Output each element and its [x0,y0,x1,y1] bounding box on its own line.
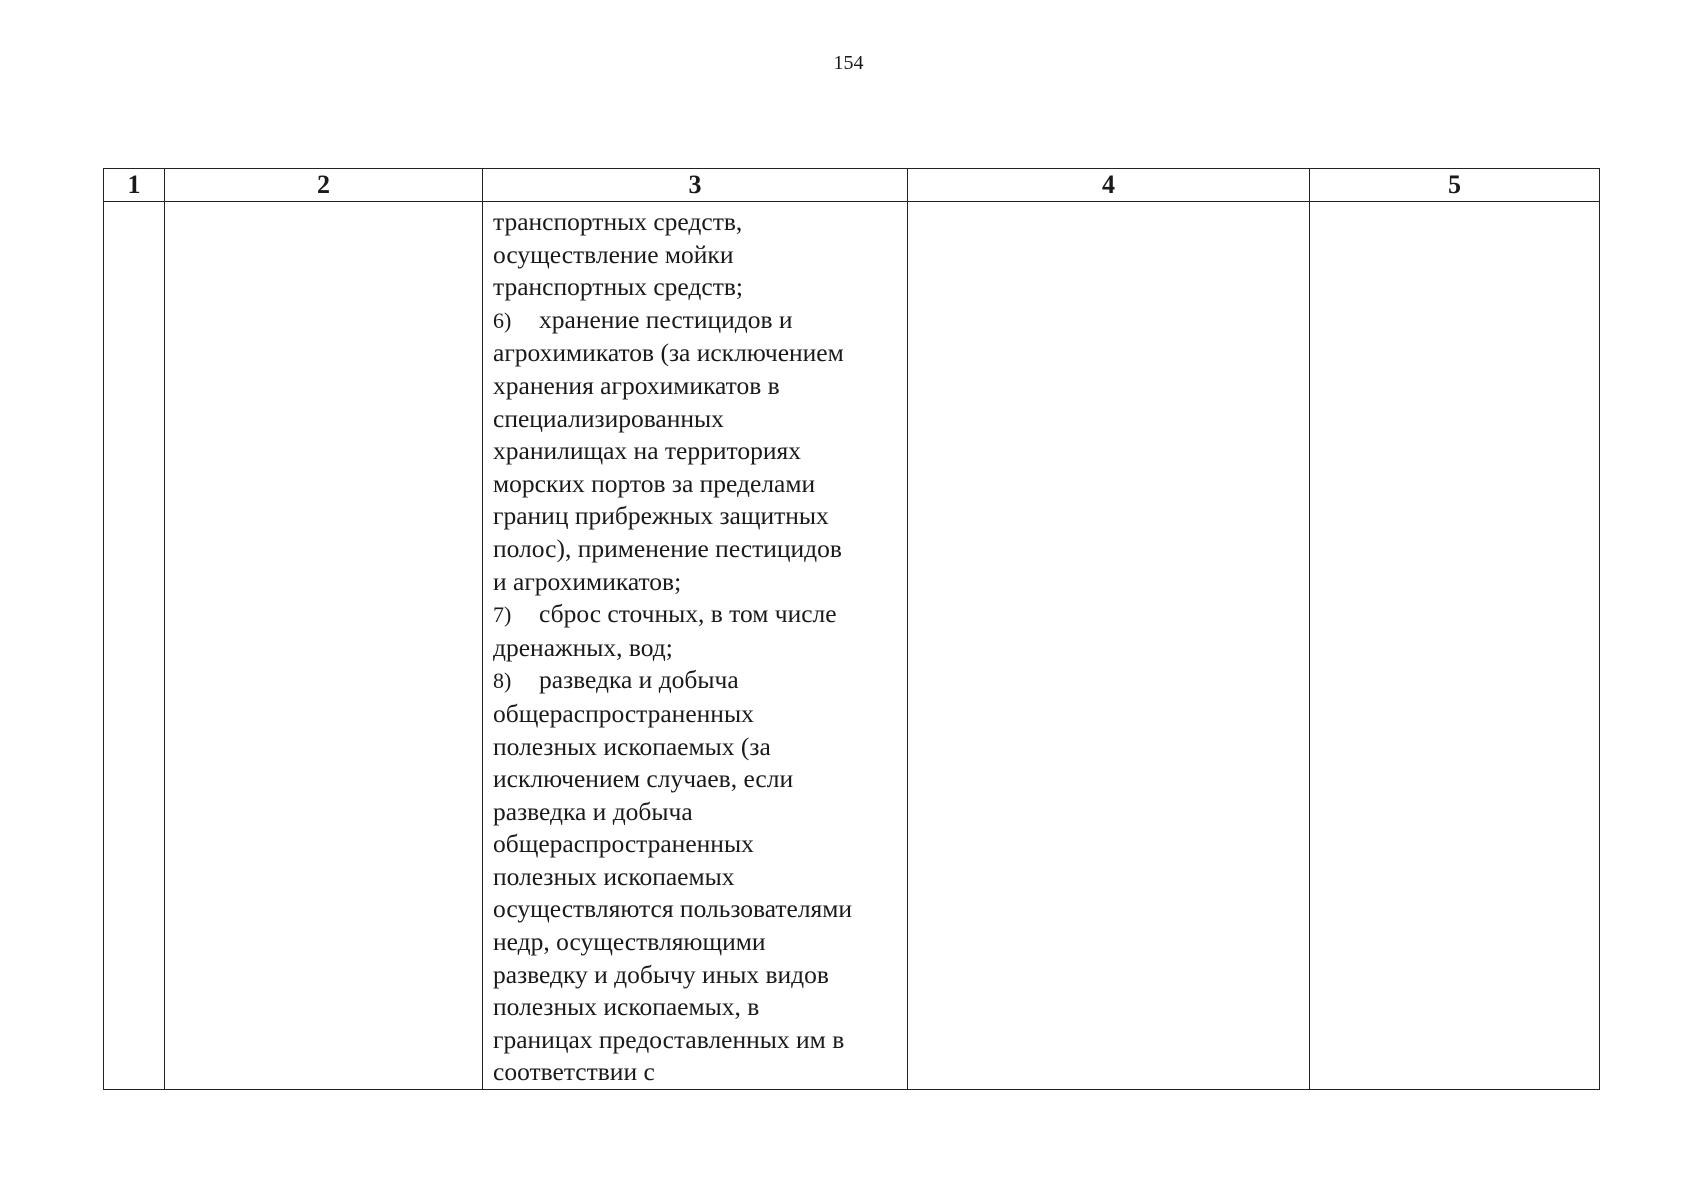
column-header-1: 1 [104,169,165,202]
text-line [493,991,899,1024]
line-text: морских портов за пределами [493,468,816,498]
line-text: соответствии с [493,1057,655,1087]
text-line [493,533,899,566]
list-item-number: 7) [493,602,512,628]
text-line [493,435,899,468]
line-text: полезных ископаемых (за [493,731,771,761]
line-text: недр, осуществляющими [493,927,766,957]
text-line [493,861,899,894]
text-line [493,206,899,239]
line-text: осуществление мойки [493,239,734,269]
text-line [493,598,899,632]
text-line [493,1024,899,1057]
line-text: дренажных, вод; [493,632,673,662]
text-line [493,403,899,436]
text-line [493,271,899,304]
text-line [493,959,899,992]
text-line [493,500,899,533]
line-text: сброс сточных, в том числе [539,599,837,629]
line-text: полос), применение пестицидов [493,533,842,563]
text-line [493,304,899,338]
cell-col-4 [908,202,1310,1090]
list-item-number: 8) [493,668,512,694]
line-text: разведка и добыча [493,796,693,826]
line-text: осуществляются пользователями [493,894,853,924]
text-line [493,468,899,501]
line-text: общераспространенных [493,698,754,728]
text-line [493,698,899,731]
line-text: общераспространенных [493,829,754,859]
line-text: хранения агрохимикатов в [493,370,780,400]
text-line [493,763,899,796]
line-text: транспортных средств; [493,272,743,302]
line-text: разведка и добыча [539,665,739,695]
line-text: полезных ископаемых [493,861,735,891]
column-header-2: 2 [165,169,483,202]
line-text: хранение пестицидов и [539,304,793,334]
cell-col-1 [104,202,165,1090]
column-header-5: 5 [1310,169,1600,202]
text-line [493,731,899,764]
cell-col-2 [165,202,483,1090]
line-text: полезных ископаемых, в [493,992,760,1022]
text-line [493,566,899,599]
line-text: агрохимикатов (за исключением [493,338,844,368]
restriction-text [493,206,899,1089]
cell-col-5 [1310,202,1600,1090]
line-text: границах предоставленных им в [493,1024,845,1054]
text-line [493,664,899,698]
text-line [493,337,899,370]
table-header-row [104,169,1600,202]
text-line [493,796,899,829]
text-line [493,370,899,403]
text-line [493,893,899,926]
line-text: транспортных средств, [493,207,743,236]
text-line [493,239,899,272]
line-text: исключением случаев, если [493,764,794,794]
column-header-3: 3 [483,169,908,202]
regulation-table [103,168,1600,1090]
line-text: хранилищах на территориях [493,436,801,466]
line-text: разведку и добычу иных видов [493,959,829,989]
line-text: границ прибрежных защитных [493,501,829,531]
column-header-4: 4 [908,169,1310,202]
table-row [104,202,1600,1090]
list-item-number: 6) [493,307,512,333]
cell-col-3 [483,202,908,1090]
text-line [493,1056,899,1089]
page-number: 154 [833,52,864,74]
text-line [493,828,899,861]
line-text: специализированных [493,403,724,433]
text-line [493,926,899,959]
text-line [493,632,899,665]
line-text: и агрохимикатов; [493,566,682,596]
